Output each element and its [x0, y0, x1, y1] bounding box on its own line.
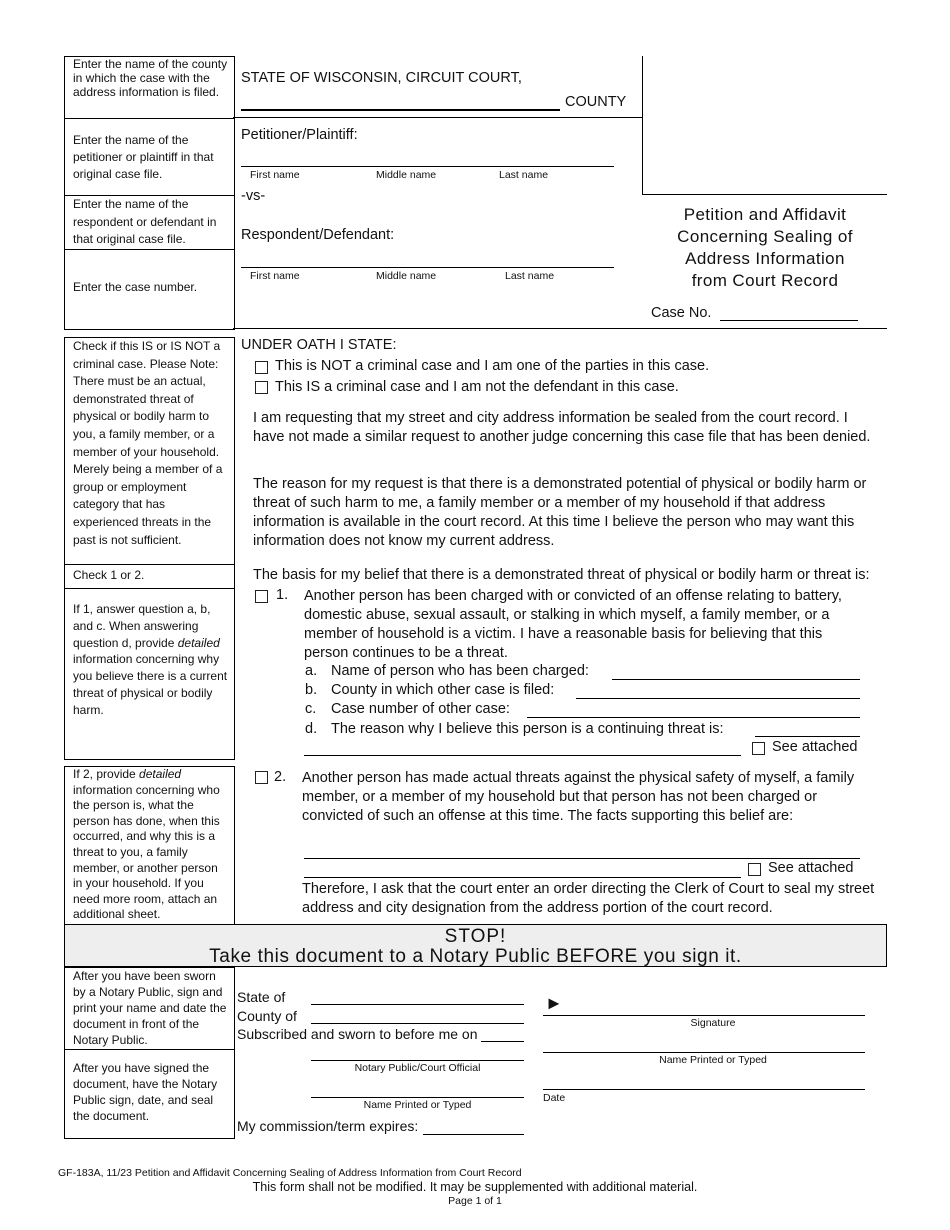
option1-text: Another person has been charged with or convicted of an offense relating to battery, domestic abuse, sexual assault, or stalking in which myself, a family member, or a member of household is a victim. I have a reasonable basis for believing that this person continues to be a threat.	[304, 588, 842, 661]
signature-caption: Signature	[690, 1017, 736, 1029]
form-title	[644, 204, 886, 292]
after-sworn-hint: After you have been sworn by a Notary Public, sign and print your name and date the document in front of the Notary Public.	[73, 969, 227, 1047]
basis-line: The basis for my belief that there is a demonstrated threat of physical or bodily harm or threat is:	[253, 567, 870, 583]
option1-c-letter: c.	[305, 701, 317, 717]
petitioner-name-line[interactable]	[241, 166, 614, 167]
stop-instruction: Take this document to a Notary Public BEFORE you sign it.	[209, 946, 742, 967]
respondent-name-line[interactable]	[241, 267, 614, 268]
modification-notice: This form shall not be modified. It may be supplemented with additional material.	[252, 1180, 698, 1194]
sign-here-arrow-icon: ►	[545, 993, 563, 1013]
petitioner-first-name-caption: First name	[250, 169, 300, 181]
county-of-line[interactable]	[311, 1023, 524, 1024]
option2-see-attached-checkbox[interactable]	[748, 863, 761, 876]
date-caption: Date	[543, 1092, 566, 1104]
request-paragraph: I am requesting that my street and city address information be sealed from the court record. I have not made a similar request to another judge concerning this case file that has been denied.	[253, 410, 871, 445]
county-hint: Enter the name of the county in which the case with the address information is filed.	[73, 57, 228, 99]
page-number: Page 1 of 1	[448, 1195, 502, 1207]
state-of-line[interactable]	[311, 1004, 524, 1005]
option1-c-label: Case number of other case:	[331, 701, 510, 717]
petitioner-middle-name-caption: Middle name	[376, 169, 437, 181]
respondent-label: Respondent/Defendant:	[241, 227, 395, 243]
state-of-label: State of	[237, 989, 286, 1005]
form-id-footer: GF-183A, 11/23 Petition and Affidavit Concerning Sealing of Address Information from Court Record	[58, 1167, 522, 1179]
continuing-threat-reason-line[interactable]	[304, 755, 741, 756]
respondent-last-name-caption: Last name	[505, 270, 555, 282]
other-case-number-line[interactable]	[527, 717, 860, 718]
sidebar-option2-box	[64, 766, 235, 925]
charged-person-name-line[interactable]	[612, 679, 860, 680]
subscribed-date-line[interactable]	[481, 1041, 524, 1042]
not-criminal-checkbox[interactable]	[255, 361, 268, 374]
option1-d-letter: d.	[305, 721, 318, 737]
versus-label: -vs-	[241, 188, 266, 204]
form-title-line: Concerning Sealing of	[677, 227, 853, 246]
option2-text: Another person has made actual threats against the physical safety of myself, a family member, or a member of my household but that person has not been charged or convicted of such an offense at this time. The facts supporting this belief are:	[302, 770, 855, 824]
case-number-hint: Enter the case number.	[65, 249, 234, 329]
option1-b-letter: b.	[305, 682, 318, 698]
sidebar-statement-box	[64, 337, 235, 760]
option1-see-attached-label: See attached	[772, 739, 858, 755]
petitioner-last-name-caption: Last name	[499, 169, 549, 181]
other-case-county-line[interactable]	[576, 698, 860, 699]
case-no-line[interactable]	[720, 320, 858, 321]
option1-hint: If 1, answer question a, b, and c. When answering question d, provide detailed information concerning why you believe there is a current threat of physical or bodily harm.	[65, 588, 234, 759]
form-title-line: Petition and Affidavit	[683, 205, 847, 224]
criminal-hint: Check if this IS or IS NOT a criminal case. Please Note: There must be an actual, demonstrated threat of physical or bodily harm to you, a family member, or a member of your household. Merely being a member of a group or employment category that has experienced threats in the past is not sufficient.	[73, 339, 223, 547]
is-criminal-text: This IS a criminal case and I am not the defendant in this case.	[275, 379, 679, 395]
form-title-line: Address Information	[685, 249, 845, 268]
form-title-line: from Court Record	[691, 271, 839, 290]
option1-a-label: Name of person who has been charged:	[331, 663, 589, 679]
signer-name-line[interactable]	[543, 1052, 865, 1053]
continuing-threat-reason-line[interactable]	[755, 736, 860, 737]
signature-line[interactable]	[543, 1015, 865, 1016]
therefore-paragraph: Therefore, I ask that the court enter an order directing the Clerk of Court to seal my street address and city designation from the address portion of the court record.	[302, 881, 875, 916]
header-vertical-rule	[642, 56, 643, 194]
notary-name-line[interactable]	[311, 1097, 524, 1098]
option1-checkbox[interactable]	[255, 590, 268, 603]
option1-b-label: County in which other case is filed:	[331, 682, 555, 698]
petitioner-label: Petitioner/Plaintiff:	[241, 127, 358, 143]
after-signed-hint: After you have signed the document, have the Notary Public sign, date, and seal the document.	[65, 1049, 234, 1138]
option1-d-label: The reason why I believe this person is a continuing threat is:	[331, 721, 724, 737]
subscribed-label: Subscribed and sworn to before me on	[237, 1026, 478, 1042]
respondent-first-name-caption: First name	[250, 270, 300, 282]
supporting-facts-line[interactable]	[304, 877, 741, 878]
header-bottom-rule	[233, 328, 887, 329]
header-divider	[233, 117, 642, 118]
option2-number: 2.	[274, 769, 287, 785]
commission-expires-line[interactable]	[423, 1134, 524, 1135]
option2-hint: If 2, provide detailed information concerning who the person is, what the person has done, when this occurred, and why this is a threat to you, a family member, or another person in your household. If you need more room, attach an additional sheet.	[73, 767, 220, 922]
respondent-hint: Enter the name of the respondent or defendant in that original case file.	[65, 195, 234, 249]
county-name-line[interactable]	[241, 109, 560, 111]
option1-see-attached-checkbox[interactable]	[752, 742, 765, 755]
clerk-box-bottom	[642, 194, 887, 195]
petitioner-hint: Enter the name of the petitioner or plaintiff in that original case file.	[65, 118, 234, 195]
case-no-label: Case No.	[651, 305, 712, 321]
reason-paragraph: The reason for my request is that there is a demonstrated potential of physical or bodily harm or threat of such harm to me, a family member or a member of my household if that address information is available in the court record. At this time I believe the person who may want this information does not know my current address.	[253, 476, 867, 549]
option2-see-attached-label: See attached	[768, 860, 854, 876]
notary-signature-line[interactable]	[311, 1060, 524, 1061]
oath-heading: UNDER OATH I STATE:	[241, 337, 397, 353]
signer-name-caption: Name Printed or Typed	[659, 1054, 767, 1066]
stop-banner	[64, 924, 887, 967]
option1-number: 1.	[276, 587, 289, 603]
supporting-facts-line[interactable]	[304, 858, 860, 859]
court-heading: STATE OF WISCONSIN, CIRCUIT COURT,	[241, 70, 522, 86]
notary-official-caption: Notary Public/Court Official	[354, 1062, 481, 1074]
check-hint: Check 1 or 2.	[65, 564, 234, 588]
respondent-middle-name-caption: Middle name	[376, 270, 437, 282]
sidebar-header-box	[64, 56, 235, 330]
county-label: COUNTY	[565, 94, 627, 110]
option2-checkbox[interactable]	[255, 771, 268, 784]
commission-label: My commission/term expires:	[237, 1118, 419, 1134]
notary-name-caption: Name Printed or Typed	[363, 1099, 472, 1111]
county-of-label: County of	[237, 1008, 297, 1024]
not-criminal-text: This is NOT a criminal case and I am one of the parties in this case.	[275, 358, 710, 374]
date-line[interactable]	[543, 1089, 865, 1090]
is-criminal-checkbox[interactable]	[255, 381, 268, 394]
sidebar-signing-box	[64, 967, 235, 1139]
option1-a-letter: a.	[305, 663, 318, 679]
stop-heading: STOP!	[444, 926, 507, 947]
